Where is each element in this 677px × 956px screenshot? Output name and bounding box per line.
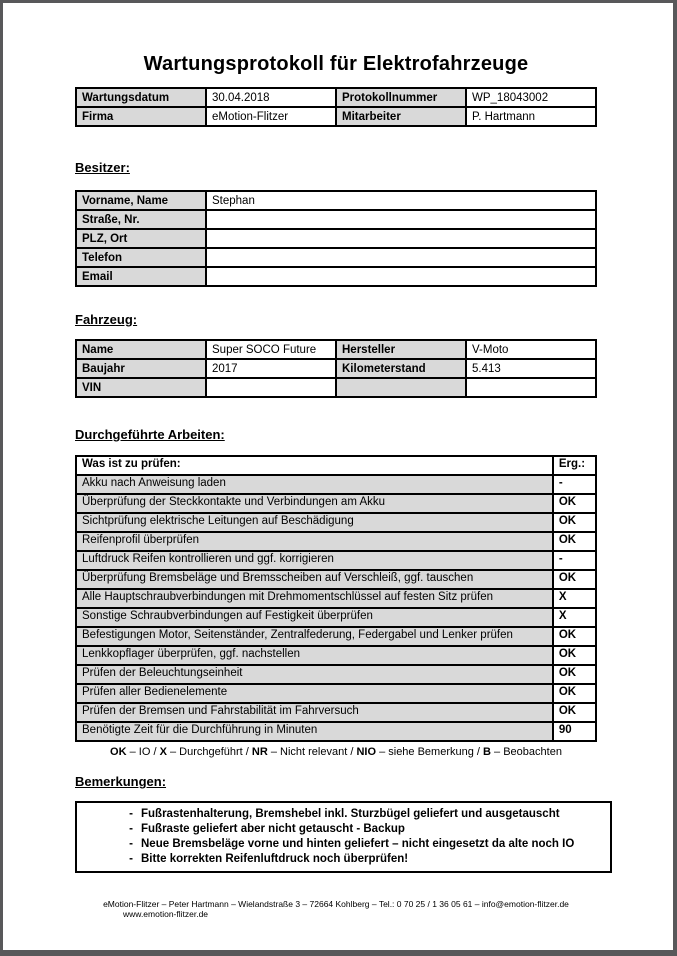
section-heading-bemerkungen: Bemerkungen: xyxy=(75,774,167,789)
work-result: OK xyxy=(553,513,596,532)
table-row xyxy=(76,589,596,608)
legend-text: – IO / xyxy=(126,746,160,758)
vehicle-label-baujahr: Baujahr xyxy=(76,359,206,378)
legend-text: – Durchgeführt / xyxy=(166,746,252,758)
result-legend xyxy=(75,746,597,759)
work-task: Benötigte Zeit für die Durchführung in Minuten xyxy=(76,722,553,741)
vehicle-value-name: Super SOCO Future xyxy=(206,340,336,359)
table-row xyxy=(76,551,596,570)
work-table xyxy=(75,455,597,742)
legend-text: – Beobachten xyxy=(490,746,562,758)
legend-key: OK xyxy=(110,746,127,758)
work-task: Lenkkopflager überprüfen, ggf. nachstellen xyxy=(76,646,553,665)
table-row xyxy=(76,340,596,359)
vehicle-label-name: Name xyxy=(76,340,206,359)
work-result: OK xyxy=(553,532,596,551)
vehicle-value-hersteller: V-Moto xyxy=(466,340,596,359)
header-label-protokollnummer: Protokollnummer xyxy=(336,88,466,107)
page-title: Wartungsprotokoll für Elektrofahrzeuge xyxy=(143,53,529,75)
list-item xyxy=(77,837,604,852)
work-table-header-row xyxy=(76,456,596,475)
work-result: 90 xyxy=(553,722,596,741)
owner-value-telefon xyxy=(206,248,596,267)
table-row xyxy=(76,359,596,378)
table-row xyxy=(76,608,596,627)
list-item xyxy=(77,852,604,867)
work-task: Sichtprüfung elektrische Leitungen auf Beschädigung xyxy=(76,513,553,532)
remark-text: Fußrastenhalterung, Bremshebel inkl. Sturzbügel geliefert und ausgetauscht xyxy=(141,808,560,820)
table-row xyxy=(76,248,596,267)
list-item xyxy=(77,822,604,837)
table-row xyxy=(76,627,596,646)
work-task: Überprüfung Bremsbeläge und Bremsscheiben auf Verschleiß, ggf. tauschen xyxy=(76,570,553,589)
work-result: OK xyxy=(553,627,596,646)
remark-text: Fußraste geliefert aber nicht getauscht - Backup xyxy=(141,823,405,835)
table-row xyxy=(76,191,596,210)
work-result: OK xyxy=(553,665,596,684)
work-result: OK xyxy=(553,684,596,703)
work-task: Sonstige Schraubverbindungen auf Festigkeit überprüfen xyxy=(76,608,553,627)
vehicle-value-kilometerstand: 5.413 xyxy=(466,359,596,378)
vehicle-label-vin: VIN xyxy=(76,378,206,397)
legend-key: X xyxy=(159,746,167,758)
table-row xyxy=(76,210,596,229)
legend-key: NIO xyxy=(356,746,377,758)
work-task: Alle Hauptschraubverbindungen mit Drehmomentschlüssel auf festen Sitz prüfen xyxy=(76,589,553,608)
table-row xyxy=(76,684,596,703)
work-task: Prüfen aller Bedienelemente xyxy=(76,684,553,703)
vehicle-value-vin xyxy=(206,378,336,397)
table-row xyxy=(76,570,596,589)
section-heading-arbeiten: Durchgeführte Arbeiten: xyxy=(75,427,225,442)
vehicle-table xyxy=(75,339,597,398)
header-label-wartungsdatum: Wartungsdatum xyxy=(76,88,206,107)
table-row xyxy=(76,88,596,107)
list-item xyxy=(77,807,604,822)
header-value-mitarbeiter: P. Hartmann xyxy=(466,107,596,126)
work-result: X xyxy=(553,589,596,608)
table-row xyxy=(76,722,596,741)
work-result: OK xyxy=(553,494,596,513)
header-value-firma: eMotion-Flitzer xyxy=(206,107,336,126)
header-table xyxy=(75,87,597,127)
remark-text: Bitte korrekten Reifenluftdruck noch überprüfen! xyxy=(141,853,409,865)
table-row xyxy=(76,646,596,665)
table-row xyxy=(76,229,596,248)
header-label-firma: Firma xyxy=(76,107,206,126)
bullet-dash: - xyxy=(129,823,133,835)
owner-value-plz xyxy=(206,229,596,248)
work-result: OK xyxy=(553,570,596,589)
table-row xyxy=(76,378,596,397)
work-col-result-header: Erg.: xyxy=(553,456,596,475)
work-result: X xyxy=(553,608,596,627)
work-result: OK xyxy=(553,646,596,665)
footer-website: www.emotion-flitzer.de xyxy=(123,909,209,919)
work-task: Befestigungen Motor, Seitenständer, Zentralfederung, Federgabel und Lenker prüfen xyxy=(76,627,553,646)
footer xyxy=(75,899,597,919)
table-row xyxy=(76,532,596,551)
table-row xyxy=(76,107,596,126)
remark-text: Neue Bremsbeläge vorne und hinten geliefert – nicht eingesetzt da alte noch IO xyxy=(141,838,575,850)
owner-table xyxy=(75,190,597,287)
owner-label-strasse: Straße, Nr. xyxy=(76,210,206,229)
bullet-dash: - xyxy=(129,853,133,865)
legend-text: – siehe Bemerkung / xyxy=(376,746,484,758)
work-task: Überprüfung der Steckkontakte und Verbindungen am Akku xyxy=(76,494,553,513)
owner-label-email: Email xyxy=(76,267,206,286)
table-row xyxy=(76,267,596,286)
remarks-box xyxy=(75,801,612,873)
work-task: Prüfen der Beleuchtungseinheit xyxy=(76,665,553,684)
work-task: Reifenprofil überprüfen xyxy=(76,532,553,551)
section-heading-fahrzeug: Fahrzeug: xyxy=(75,312,138,327)
vehicle-value-baujahr: 2017 xyxy=(206,359,336,378)
legend-text: – Nicht relevant / xyxy=(267,746,357,758)
owner-label-telefon: Telefon xyxy=(76,248,206,267)
header-value-protokollnummer: WP_18043002 xyxy=(466,88,596,107)
header-label-mitarbeiter: Mitarbeiter xyxy=(336,107,466,126)
table-row xyxy=(76,513,596,532)
work-result: - xyxy=(553,475,596,494)
work-task: Luftdruck Reifen kontrollieren und ggf. korrigieren xyxy=(76,551,553,570)
owner-label-name: Vorname, Name xyxy=(76,191,206,210)
work-result: - xyxy=(553,551,596,570)
table-row xyxy=(76,703,596,722)
header-value-wartungsdatum: 30.04.2018 xyxy=(206,88,336,107)
work-result: OK xyxy=(553,703,596,722)
table-row xyxy=(76,494,596,513)
owner-value-strasse xyxy=(206,210,596,229)
bullet-dash: - xyxy=(129,838,133,850)
bullet-dash: - xyxy=(129,808,133,820)
vehicle-value-empty xyxy=(466,378,596,397)
work-col-task-header: Was ist zu prüfen: xyxy=(76,456,553,475)
owner-label-plz: PLZ, Ort xyxy=(76,229,206,248)
vehicle-label-empty xyxy=(336,378,466,397)
table-row xyxy=(76,665,596,684)
legend-key: B xyxy=(483,746,491,758)
work-task: Akku nach Anweisung laden xyxy=(76,475,553,494)
footer-contact-line: eMotion-Flitzer – Peter Hartmann – Wielandstraße 3 – 72664 Kohlberg – Tel.: 0 70 25 / 1 36 05 61 – info@emotion-flitzer.de xyxy=(103,899,569,909)
legend-key: NR xyxy=(251,746,268,758)
vehicle-label-hersteller: Hersteller xyxy=(336,340,466,359)
vehicle-label-kilometerstand: Kilometerstand xyxy=(336,359,466,378)
document-content xyxy=(75,53,597,919)
table-row xyxy=(76,475,596,494)
section-heading-besitzer: Besitzer: xyxy=(75,160,130,175)
work-task: Prüfen der Bremsen und Fahrstabilität im Fahrversuch xyxy=(76,703,553,722)
owner-value-name: Stephan xyxy=(206,191,596,210)
owner-value-email xyxy=(206,267,596,286)
